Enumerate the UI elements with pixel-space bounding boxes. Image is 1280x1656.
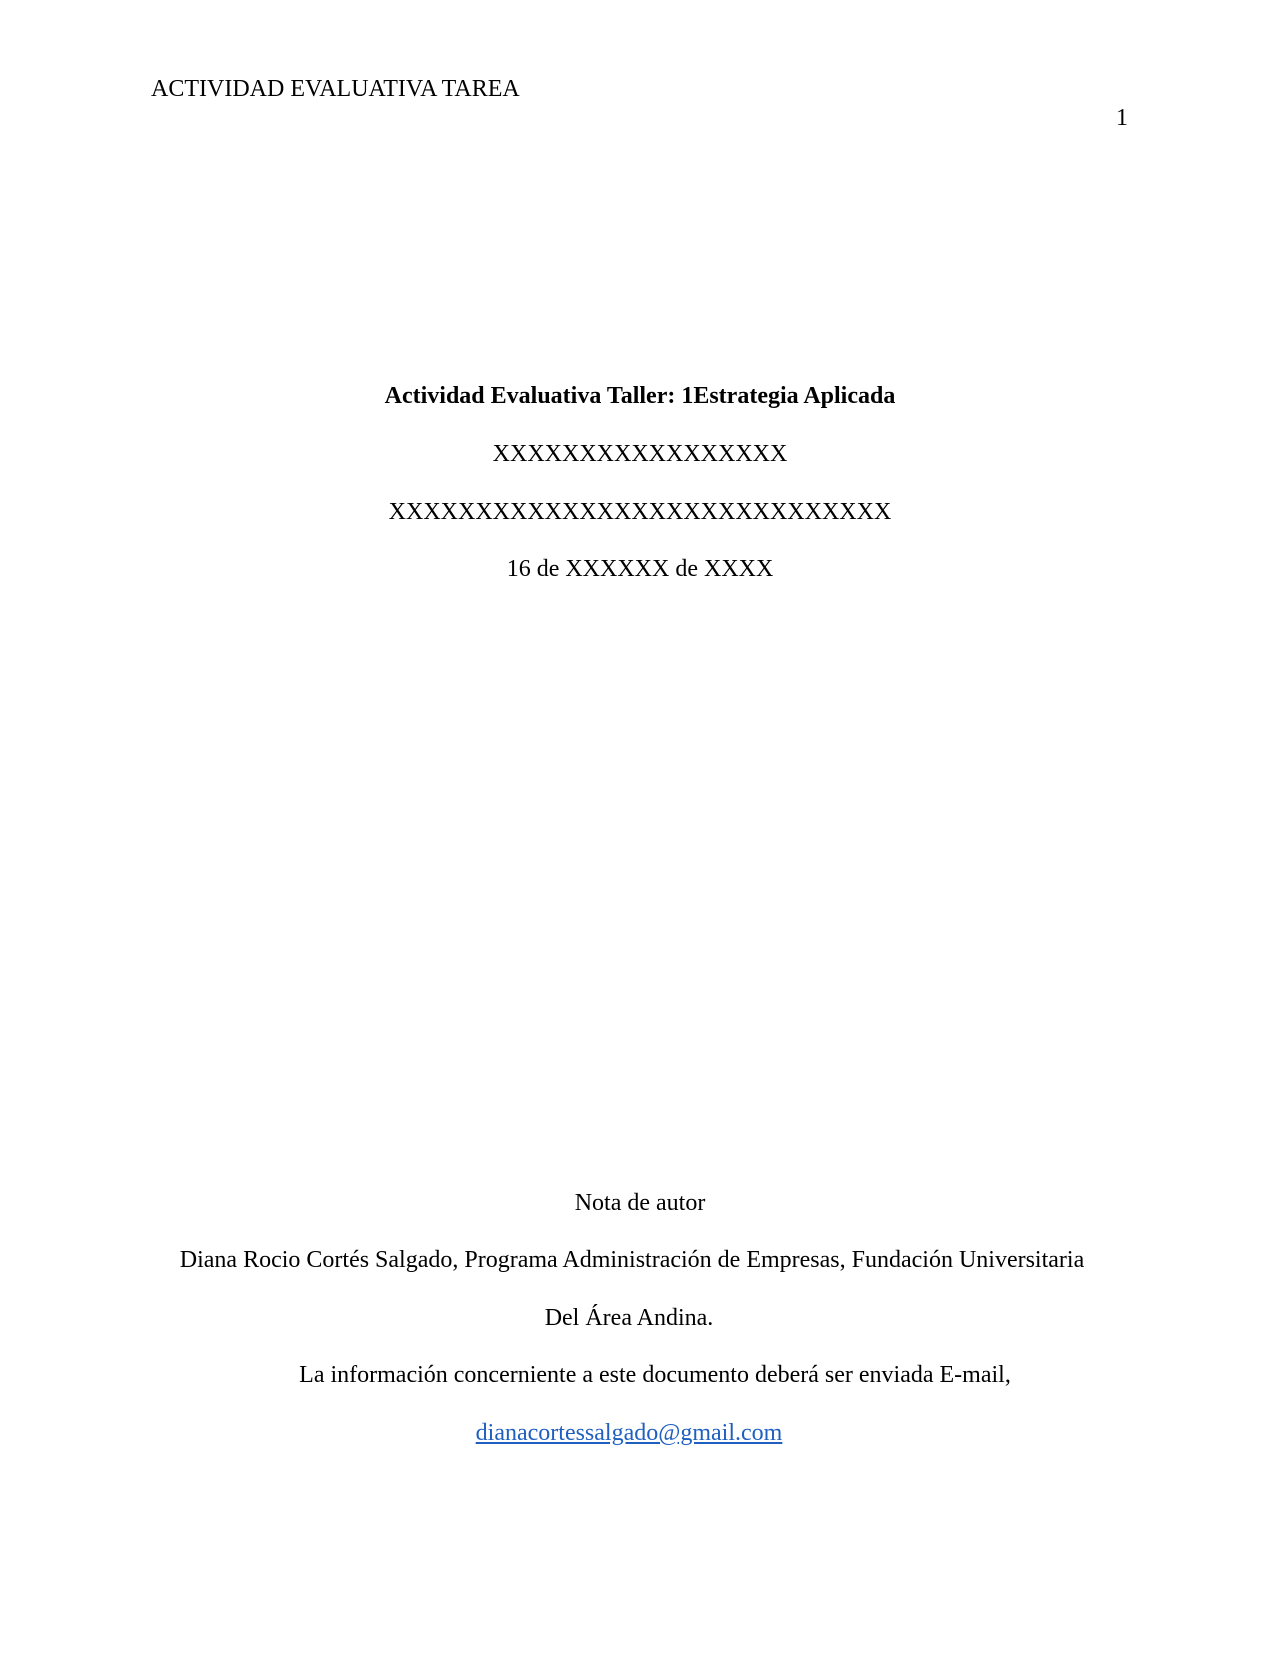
title-page-date: 16 de XXXXXX de XXXX [506,556,774,582]
author-note-line-1: Diana Rocio Cortés Salgado, Programa Administración de Empresas, Fundación Universitaria [179,1247,1085,1273]
title-page-line-2: XXXXXXXXXXXXXXXXXXXXXXXXXXXXX [388,499,892,525]
author-note-line-2: Del Área Andina. [544,1305,714,1331]
page-number: 1 [1116,105,1128,131]
author-email-container [0,1418,1269,1448]
author-note-heading: Nota de autor [574,1190,706,1216]
running-head: ACTIVIDAD EVALUATIVA TAREA [151,76,520,102]
document-title: Actividad Evaluativa Taller: 1Estrategia Aplicada [384,383,896,409]
author-note-line-3: La información concerniente a este documento deberá ser enviada E-mail, [299,1362,1011,1388]
title-page-line-1: XXXXXXXXXXXXXXXXX [492,441,788,467]
author-email-link[interactable]: dianacortessalgado@gmail.com [475,1420,783,1446]
